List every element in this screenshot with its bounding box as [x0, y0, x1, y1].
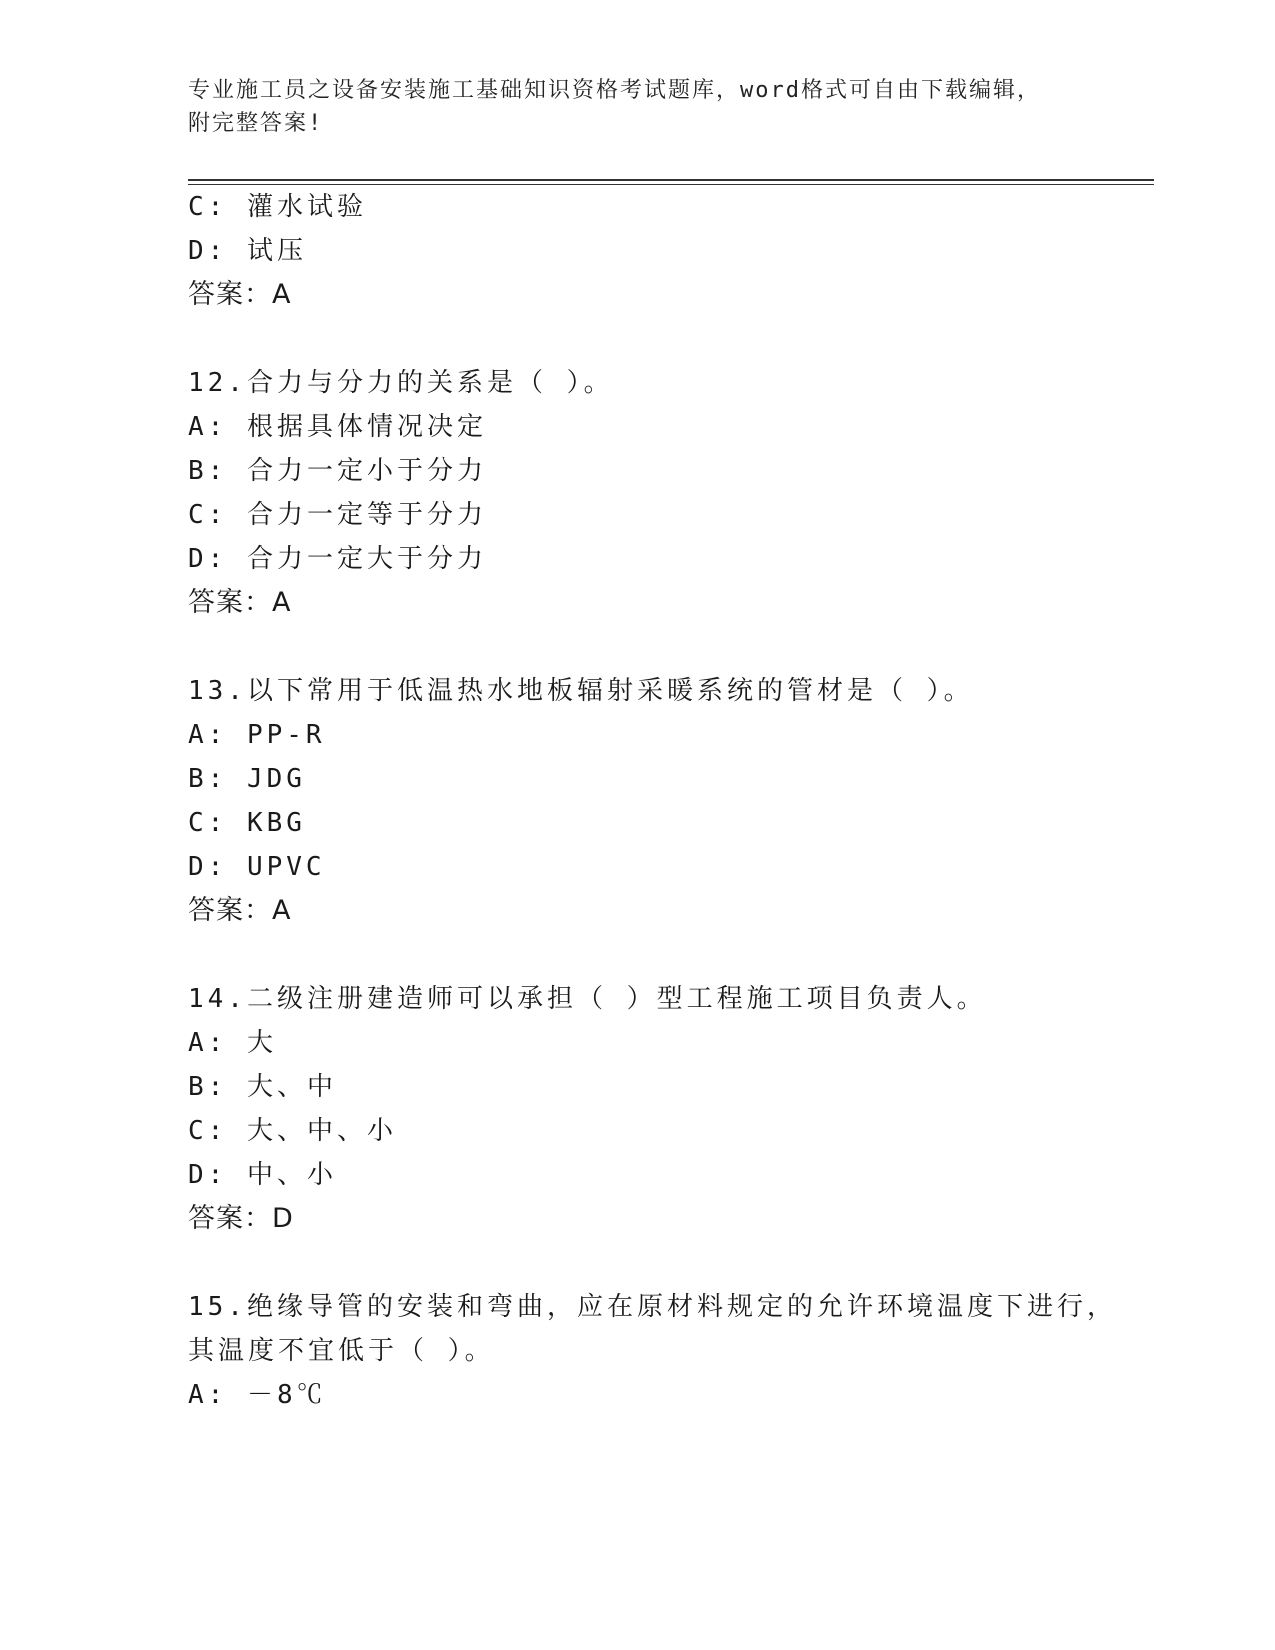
q11-answer: 答案：A — [188, 279, 292, 310]
header-divider-thick — [188, 179, 1154, 181]
q12-answer: 答案：A — [188, 587, 292, 618]
q13-option-b: B: JDG — [188, 764, 306, 794]
q12-option-d: D: 合力一定大于分力 — [188, 544, 487, 574]
q13-answer: 答案：A — [188, 895, 292, 926]
q12-option-a: A: 根据具体情况决定 — [188, 412, 487, 442]
header-divider-thin — [188, 184, 1154, 185]
q11-option-d: D: 试压 — [188, 236, 307, 266]
q13-option-c: C: KBG — [188, 808, 306, 838]
q15-option-a: A: －8℃ — [188, 1380, 327, 1410]
header-line-1: 专业施工员之设备安装施工基础知识资格考试题库，word格式可自由下载编辑， — [188, 78, 1041, 103]
q14-option-a: A: 大 — [188, 1028, 277, 1058]
q13-stem: 13.以下常用于低温热水地板辐射采暖系统的管材是（ ）。 — [188, 676, 974, 706]
q14-stem: 14.二级注册建造师可以承担（ ）型工程施工项目负责人。 — [188, 984, 987, 1014]
header-line-2: 附完整答案! — [188, 111, 324, 136]
q11-option-c: C: 灌水试验 — [188, 192, 367, 222]
q12-option-b: B: 合力一定小于分力 — [188, 456, 487, 486]
q14-option-b: B: 大、中 — [188, 1072, 337, 1102]
q12-stem: 12.合力与分力的关系是（ ）。 — [188, 368, 614, 398]
q14-option-c: C: 大、中、小 — [188, 1116, 397, 1146]
q13-option-a: A: PP-R — [188, 720, 326, 750]
document-header — [188, 74, 1088, 140]
q14-option-d: D: 中、小 — [188, 1160, 337, 1190]
q14-answer: 答案：D — [188, 1203, 294, 1234]
q13-option-d: D: UPVC — [188, 852, 326, 882]
q15-stem-line-1: 15.绝缘导管的安装和弯曲，应在原材料规定的允许环境温度下进行， — [188, 1292, 1117, 1322]
q12-option-c: C: 合力一定等于分力 — [188, 500, 487, 530]
q15-stem-line-2: 其温度不宜低于（ ）。 — [188, 1336, 495, 1366]
